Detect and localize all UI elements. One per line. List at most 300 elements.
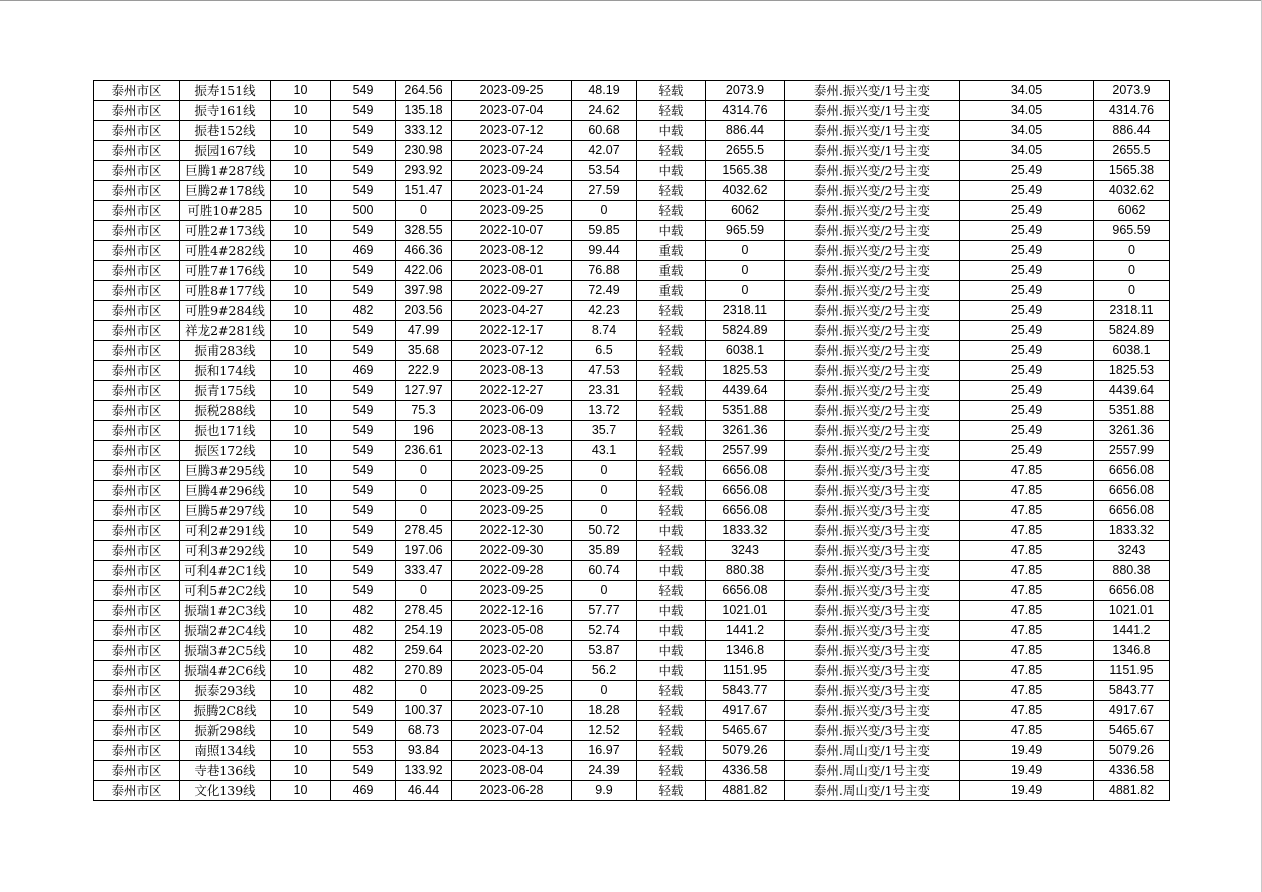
cell-voltage: 10 [271, 461, 331, 481]
cell-capacity: 482 [331, 681, 396, 701]
cell-date: 2023-08-13 [452, 361, 572, 381]
cell-date: 2023-07-12 [452, 341, 572, 361]
cell-date: 2023-07-10 [452, 701, 572, 721]
cell-remaining: 3243 [706, 541, 785, 561]
cell-rate: 42.07 [572, 141, 637, 161]
cell-transformer: 泰州.振兴变/3号主变 [785, 681, 960, 701]
cell-line: 振甫283线 [180, 341, 271, 361]
cell-capacity: 549 [331, 321, 396, 341]
cell-tf_remaining: 4439.64 [1094, 381, 1170, 401]
cell-load: 0 [396, 501, 452, 521]
cell-date: 2023-06-28 [452, 781, 572, 801]
cell-status: 轻载 [637, 321, 706, 341]
cell-tf_remaining: 6038.1 [1094, 341, 1170, 361]
cell-remaining: 6656.08 [706, 501, 785, 521]
cell-rate: 18.28 [572, 701, 637, 721]
cell-voltage: 10 [271, 561, 331, 581]
table-row [94, 241, 1170, 261]
cell-load: 133.92 [396, 761, 452, 781]
table-row [94, 621, 1170, 641]
cell-transformer: 泰州.振兴变/3号主变 [785, 561, 960, 581]
cell-capacity: 549 [331, 181, 396, 201]
cell-date: 2023-05-08 [452, 621, 572, 641]
cell-tf_remaining: 886.44 [1094, 121, 1170, 141]
cell-region: 泰州市区 [94, 441, 180, 461]
cell-date: 2023-04-27 [452, 301, 572, 321]
cell-tf_remaining: 4336.58 [1094, 761, 1170, 781]
cell-voltage: 10 [271, 161, 331, 181]
cell-date: 2022-09-28 [452, 561, 572, 581]
cell-region: 泰州市区 [94, 661, 180, 681]
cell-tf_remaining: 2073.9 [1094, 81, 1170, 101]
cell-transformer: 泰州.振兴变/2号主变 [785, 381, 960, 401]
table-row [94, 681, 1170, 701]
cell-status: 中载 [637, 601, 706, 621]
cell-date: 2023-08-01 [452, 261, 572, 281]
cell-load: 270.89 [396, 661, 452, 681]
cell-tf_remaining: 6656.08 [1094, 581, 1170, 601]
cell-remaining: 965.59 [706, 221, 785, 241]
cell-load: 0 [396, 201, 452, 221]
cell-tf_remaining: 1833.32 [1094, 521, 1170, 541]
cell-rate: 0 [572, 481, 637, 501]
cell-rate: 6.5 [572, 341, 637, 361]
cell-status: 轻载 [637, 541, 706, 561]
cell-remaining: 2655.5 [706, 141, 785, 161]
cell-rate: 9.9 [572, 781, 637, 801]
table-row [94, 121, 1170, 141]
cell-status: 轻载 [637, 81, 706, 101]
cell-tf_remaining: 5824.89 [1094, 321, 1170, 341]
cell-rate: 72.49 [572, 281, 637, 301]
cell-capacity: 549 [331, 761, 396, 781]
cell-remaining: 1825.53 [706, 361, 785, 381]
cell-rate: 35.89 [572, 541, 637, 561]
cell-capacity: 549 [331, 121, 396, 141]
cell-tf_remaining: 1825.53 [1094, 361, 1170, 381]
cell-tf_rate: 34.05 [960, 141, 1094, 161]
cell-tf_rate: 47.85 [960, 681, 1094, 701]
cell-rate: 57.77 [572, 601, 637, 621]
cell-region: 泰州市区 [94, 521, 180, 541]
cell-voltage: 10 [271, 441, 331, 461]
table-row [94, 441, 1170, 461]
cell-status: 轻载 [637, 781, 706, 801]
cell-remaining: 1346.8 [706, 641, 785, 661]
cell-line: 振腾2C8线 [180, 701, 271, 721]
cell-region: 泰州市区 [94, 501, 180, 521]
cell-rate: 0 [572, 501, 637, 521]
cell-tf_rate: 19.49 [960, 741, 1094, 761]
cell-load: 254.19 [396, 621, 452, 641]
cell-line: 文化139线 [180, 781, 271, 801]
table-row [94, 661, 1170, 681]
cell-date: 2022-09-30 [452, 541, 572, 561]
cell-rate: 56.2 [572, 661, 637, 681]
cell-load: 333.47 [396, 561, 452, 581]
cell-rate: 27.59 [572, 181, 637, 201]
cell-capacity: 549 [331, 221, 396, 241]
cell-tf_rate: 25.49 [960, 401, 1094, 421]
cell-tf_remaining: 2655.5 [1094, 141, 1170, 161]
cell-region: 泰州市区 [94, 401, 180, 421]
cell-capacity: 549 [331, 481, 396, 501]
cell-tf_remaining: 6062 [1094, 201, 1170, 221]
cell-date: 2023-09-24 [452, 161, 572, 181]
cell-line: 可胜10#285 [180, 201, 271, 221]
cell-tf_remaining: 5079.26 [1094, 741, 1170, 761]
cell-status: 轻载 [637, 421, 706, 441]
cell-tf_remaining: 5843.77 [1094, 681, 1170, 701]
cell-tf_remaining: 2318.11 [1094, 301, 1170, 321]
cell-transformer: 泰州.振兴变/1号主变 [785, 121, 960, 141]
cell-capacity: 482 [331, 301, 396, 321]
cell-voltage: 10 [271, 321, 331, 341]
cell-capacity: 549 [331, 381, 396, 401]
cell-tf_remaining: 6656.08 [1094, 501, 1170, 521]
cell-date: 2023-07-24 [452, 141, 572, 161]
cell-transformer: 泰州.振兴变/3号主变 [785, 461, 960, 481]
cell-load: 46.44 [396, 781, 452, 801]
cell-transformer: 泰州.振兴变/2号主变 [785, 361, 960, 381]
cell-status: 轻载 [637, 181, 706, 201]
cell-region: 泰州市区 [94, 721, 180, 741]
cell-capacity: 549 [331, 161, 396, 181]
cell-tf_rate: 25.49 [960, 201, 1094, 221]
table-row [94, 521, 1170, 541]
cell-rate: 48.19 [572, 81, 637, 101]
cell-voltage: 10 [271, 481, 331, 501]
cell-load: 47.99 [396, 321, 452, 341]
cell-date: 2023-08-12 [452, 241, 572, 261]
cell-load: 278.45 [396, 601, 452, 621]
cell-rate: 99.44 [572, 241, 637, 261]
cell-status: 轻载 [637, 141, 706, 161]
cell-status: 轻载 [637, 301, 706, 321]
cell-voltage: 10 [271, 641, 331, 661]
cell-date: 2023-07-04 [452, 101, 572, 121]
cell-remaining: 4032.62 [706, 181, 785, 201]
cell-transformer: 泰州.振兴变/3号主变 [785, 581, 960, 601]
cell-capacity: 549 [331, 721, 396, 741]
cell-rate: 50.72 [572, 521, 637, 541]
cell-line: 巨腾5#297线 [180, 501, 271, 521]
cell-date: 2023-09-25 [452, 481, 572, 501]
cell-status: 轻载 [637, 201, 706, 221]
cell-tf_rate: 19.49 [960, 761, 1094, 781]
cell-transformer: 泰州.振兴变/3号主变 [785, 501, 960, 521]
data-table [93, 80, 1170, 801]
cell-line: 可利3#292线 [180, 541, 271, 561]
cell-transformer: 泰州.振兴变/2号主变 [785, 161, 960, 181]
cell-transformer: 泰州.振兴变/2号主变 [785, 321, 960, 341]
cell-line: 可胜8#177线 [180, 281, 271, 301]
cell-rate: 24.39 [572, 761, 637, 781]
cell-region: 泰州市区 [94, 581, 180, 601]
cell-status: 轻载 [637, 761, 706, 781]
cell-status: 中载 [637, 221, 706, 241]
cell-tf_rate: 47.85 [960, 521, 1094, 541]
cell-transformer: 泰州.振兴变/3号主变 [785, 641, 960, 661]
cell-transformer: 泰州.振兴变/2号主变 [785, 401, 960, 421]
cell-transformer: 泰州.振兴变/2号主变 [785, 281, 960, 301]
cell-capacity: 482 [331, 661, 396, 681]
cell-tf_rate: 34.05 [960, 121, 1094, 141]
cell-date: 2023-09-25 [452, 201, 572, 221]
cell-date: 2022-12-17 [452, 321, 572, 341]
cell-voltage: 10 [271, 281, 331, 301]
cell-status: 重载 [637, 241, 706, 261]
cell-remaining: 4881.82 [706, 781, 785, 801]
cell-status: 轻载 [637, 381, 706, 401]
cell-region: 泰州市区 [94, 681, 180, 701]
cell-tf_rate: 34.05 [960, 81, 1094, 101]
cell-transformer: 泰州.振兴变/2号主变 [785, 201, 960, 221]
cell-remaining: 0 [706, 281, 785, 301]
cell-date: 2023-07-04 [452, 721, 572, 741]
cell-rate: 23.31 [572, 381, 637, 401]
cell-tf_remaining: 1441.2 [1094, 621, 1170, 641]
cell-tf_rate: 47.85 [960, 661, 1094, 681]
cell-region: 泰州市区 [94, 221, 180, 241]
cell-voltage: 10 [271, 621, 331, 641]
cell-tf_rate: 34.05 [960, 101, 1094, 121]
cell-transformer: 泰州.振兴变/2号主变 [785, 241, 960, 261]
cell-tf_rate: 47.85 [960, 641, 1094, 661]
table-row [94, 321, 1170, 341]
cell-voltage: 10 [271, 581, 331, 601]
cell-tf_rate: 25.49 [960, 261, 1094, 281]
cell-voltage: 10 [271, 781, 331, 801]
cell-remaining: 4314.76 [706, 101, 785, 121]
cell-voltage: 10 [271, 341, 331, 361]
cell-date: 2023-02-20 [452, 641, 572, 661]
cell-region: 泰州市区 [94, 301, 180, 321]
cell-remaining: 4439.64 [706, 381, 785, 401]
cell-status: 轻载 [637, 721, 706, 741]
table-row [94, 641, 1170, 661]
cell-load: 293.92 [396, 161, 452, 181]
cell-rate: 52.74 [572, 621, 637, 641]
cell-rate: 13.72 [572, 401, 637, 421]
cell-remaining: 6656.08 [706, 581, 785, 601]
cell-load: 75.3 [396, 401, 452, 421]
cell-line: 可利5#2C2线 [180, 581, 271, 601]
cell-remaining: 1565.38 [706, 161, 785, 181]
cell-line: 巨腾3#295线 [180, 461, 271, 481]
cell-region: 泰州市区 [94, 141, 180, 161]
cell-voltage: 10 [271, 761, 331, 781]
table-row [94, 281, 1170, 301]
cell-transformer: 泰州.振兴变/2号主变 [785, 341, 960, 361]
cell-remaining: 5824.89 [706, 321, 785, 341]
cell-voltage: 10 [271, 541, 331, 561]
cell-voltage: 10 [271, 301, 331, 321]
cell-status: 轻载 [637, 461, 706, 481]
cell-load: 151.47 [396, 181, 452, 201]
cell-tf_remaining: 965.59 [1094, 221, 1170, 241]
cell-date: 2022-09-27 [452, 281, 572, 301]
cell-tf_rate: 25.49 [960, 181, 1094, 201]
cell-tf_rate: 19.49 [960, 781, 1094, 801]
cell-transformer: 泰州.振兴变/3号主变 [785, 541, 960, 561]
cell-tf_remaining: 1346.8 [1094, 641, 1170, 661]
cell-region: 泰州市区 [94, 621, 180, 641]
cell-region: 泰州市区 [94, 261, 180, 281]
cell-date: 2023-09-25 [452, 81, 572, 101]
cell-load: 0 [396, 461, 452, 481]
cell-tf_rate: 47.85 [960, 721, 1094, 741]
cell-region: 泰州市区 [94, 241, 180, 261]
cell-load: 230.98 [396, 141, 452, 161]
cell-tf_remaining: 5351.88 [1094, 401, 1170, 421]
cell-status: 中载 [637, 521, 706, 541]
cell-region: 泰州市区 [94, 121, 180, 141]
cell-tf_rate: 47.85 [960, 581, 1094, 601]
cell-load: 222.9 [396, 361, 452, 381]
cell-region: 泰州市区 [94, 481, 180, 501]
cell-status: 轻载 [637, 581, 706, 601]
cell-rate: 76.88 [572, 261, 637, 281]
cell-capacity: 469 [331, 781, 396, 801]
cell-transformer: 泰州.振兴变/2号主变 [785, 421, 960, 441]
cell-tf_rate: 25.49 [960, 321, 1094, 341]
cell-remaining: 880.38 [706, 561, 785, 581]
cell-load: 127.97 [396, 381, 452, 401]
cell-capacity: 549 [331, 541, 396, 561]
table-row [94, 761, 1170, 781]
cell-line: 振寺161线 [180, 101, 271, 121]
cell-line: 巨腾2#178线 [180, 181, 271, 201]
cell-tf_remaining: 0 [1094, 241, 1170, 261]
cell-load: 135.18 [396, 101, 452, 121]
table-row [94, 481, 1170, 501]
cell-region: 泰州市区 [94, 81, 180, 101]
cell-remaining: 0 [706, 241, 785, 261]
table-row [94, 341, 1170, 361]
table-row [94, 81, 1170, 101]
cell-remaining: 6062 [706, 201, 785, 221]
cell-status: 轻载 [637, 681, 706, 701]
cell-rate: 59.85 [572, 221, 637, 241]
cell-line: 振瑞2#2C4线 [180, 621, 271, 641]
cell-transformer: 泰州.振兴变/3号主变 [785, 621, 960, 641]
table-row [94, 361, 1170, 381]
cell-voltage: 10 [271, 141, 331, 161]
cell-status: 重载 [637, 261, 706, 281]
table-row [94, 201, 1170, 221]
cell-tf_rate: 47.85 [960, 621, 1094, 641]
cell-line: 振青175线 [180, 381, 271, 401]
cell-transformer: 泰州.周山变/1号主变 [785, 781, 960, 801]
cell-tf_rate: 47.85 [960, 481, 1094, 501]
cell-remaining: 4336.58 [706, 761, 785, 781]
cell-region: 泰州市区 [94, 161, 180, 181]
cell-load: 466.36 [396, 241, 452, 261]
cell-transformer: 泰州.周山变/1号主变 [785, 761, 960, 781]
cell-capacity: 549 [331, 101, 396, 121]
cell-status: 轻载 [637, 481, 706, 501]
cell-date: 2023-02-13 [452, 441, 572, 461]
table-row [94, 401, 1170, 421]
cell-line: 振瑞3#2C5线 [180, 641, 271, 661]
cell-capacity: 549 [331, 81, 396, 101]
cell-voltage: 10 [271, 381, 331, 401]
cell-status: 轻载 [637, 441, 706, 461]
cell-line: 可胜7#176线 [180, 261, 271, 281]
table-row [94, 721, 1170, 741]
cell-region: 泰州市区 [94, 761, 180, 781]
cell-tf_rate: 47.85 [960, 461, 1094, 481]
cell-status: 轻载 [637, 701, 706, 721]
cell-line: 振税288线 [180, 401, 271, 421]
cell-tf_remaining: 6656.08 [1094, 481, 1170, 501]
cell-voltage: 10 [271, 421, 331, 441]
table-row [94, 741, 1170, 761]
cell-rate: 0 [572, 461, 637, 481]
cell-status: 中载 [637, 621, 706, 641]
cell-load: 264.56 [396, 81, 452, 101]
cell-load: 203.56 [396, 301, 452, 321]
cell-date: 2023-09-25 [452, 581, 572, 601]
cell-line: 寺巷136线 [180, 761, 271, 781]
cell-remaining: 6656.08 [706, 461, 785, 481]
cell-region: 泰州市区 [94, 541, 180, 561]
cell-date: 2023-04-13 [452, 741, 572, 761]
cell-voltage: 10 [271, 261, 331, 281]
cell-status: 中载 [637, 641, 706, 661]
cell-status: 中载 [637, 161, 706, 181]
table-row [94, 221, 1170, 241]
table-row [94, 541, 1170, 561]
cell-tf_remaining: 4032.62 [1094, 181, 1170, 201]
table-row [94, 501, 1170, 521]
cell-rate: 0 [572, 681, 637, 701]
cell-transformer: 泰州.振兴变/3号主变 [785, 721, 960, 741]
cell-region: 泰州市区 [94, 341, 180, 361]
cell-remaining: 2073.9 [706, 81, 785, 101]
cell-tf_rate: 25.49 [960, 161, 1094, 181]
cell-transformer: 泰州.振兴变/2号主变 [785, 441, 960, 461]
cell-tf_remaining: 4881.82 [1094, 781, 1170, 801]
cell-line: 可胜9#284线 [180, 301, 271, 321]
cell-date: 2023-08-04 [452, 761, 572, 781]
table-row [94, 581, 1170, 601]
cell-tf_remaining: 1565.38 [1094, 161, 1170, 181]
cell-region: 泰州市区 [94, 701, 180, 721]
cell-capacity: 549 [331, 521, 396, 541]
cell-load: 328.55 [396, 221, 452, 241]
table-row [94, 381, 1170, 401]
cell-tf_remaining: 0 [1094, 281, 1170, 301]
cell-region: 泰州市区 [94, 641, 180, 661]
cell-rate: 24.62 [572, 101, 637, 121]
cell-date: 2023-05-04 [452, 661, 572, 681]
cell-transformer: 泰州.振兴变/3号主变 [785, 701, 960, 721]
cell-date: 2023-09-25 [452, 681, 572, 701]
cell-transformer: 泰州.振兴变/1号主变 [785, 141, 960, 161]
cell-tf_remaining: 1021.01 [1094, 601, 1170, 621]
cell-transformer: 泰州.振兴变/2号主变 [785, 181, 960, 201]
cell-line: 振泰293线 [180, 681, 271, 701]
cell-capacity: 549 [331, 281, 396, 301]
table-row [94, 161, 1170, 181]
cell-load: 422.06 [396, 261, 452, 281]
cell-status: 轻载 [637, 401, 706, 421]
cell-transformer: 泰州.振兴变/2号主变 [785, 301, 960, 321]
cell-voltage: 10 [271, 741, 331, 761]
cell-tf_rate: 25.49 [960, 381, 1094, 401]
